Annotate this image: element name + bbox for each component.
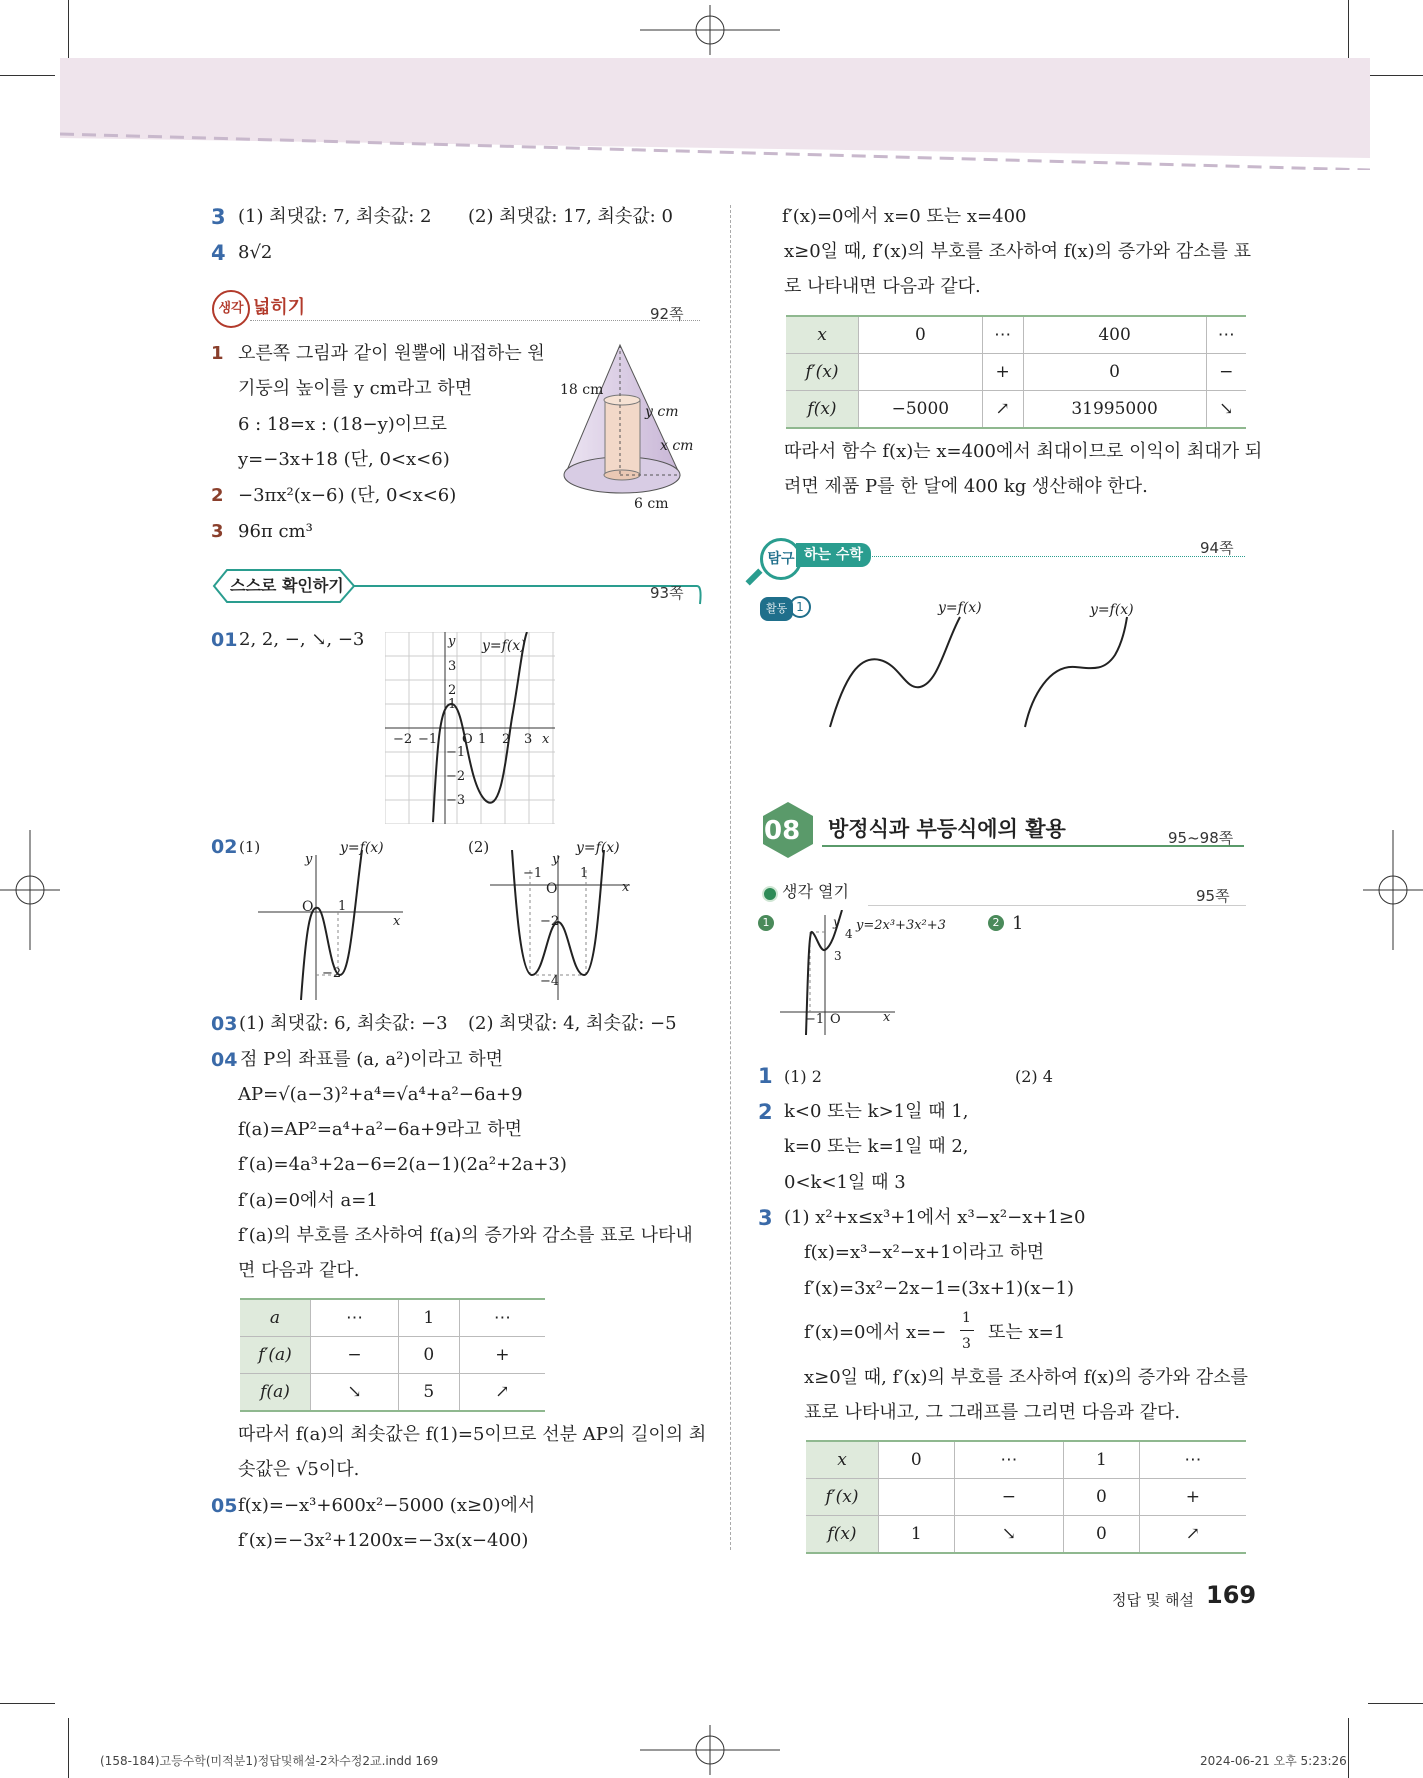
page-ref: 94쪽 bbox=[1200, 539, 1234, 557]
tick-label: 3 bbox=[834, 949, 842, 963]
tick-label: −1 bbox=[418, 732, 438, 747]
tick-label: O bbox=[462, 732, 473, 747]
axis-label: x bbox=[622, 880, 630, 895]
table-cell: f(a) bbox=[240, 1374, 311, 1412]
table-cell: − bbox=[311, 1337, 399, 1374]
axis-label: x bbox=[883, 1010, 891, 1025]
answer-text: (2) 최댓값: 4, 최솟값: −5 bbox=[468, 1013, 677, 1034]
solution-line: 솟값은 √5이다. bbox=[238, 1459, 360, 1480]
table-cell: ⋯ bbox=[459, 1299, 545, 1337]
table-cell: x bbox=[806, 1441, 879, 1479]
question-number: 02 bbox=[211, 836, 238, 858]
section-title: 넓히기 bbox=[253, 297, 306, 318]
cone-label: y cm bbox=[645, 404, 679, 420]
table-cell: ⋯ bbox=[311, 1299, 399, 1337]
section-rule bbox=[870, 556, 1245, 557]
tick-label: 3 bbox=[448, 659, 457, 674]
solution-line: 표로 나타내고, 그 그래프를 그리면 다음과 같다. bbox=[804, 1402, 1181, 1423]
table-cell: ↘ bbox=[311, 1374, 399, 1412]
solution-line: f′(x)=−3x²+1200x=−3x(x−400) bbox=[238, 1530, 529, 1551]
table-cell: −5000 bbox=[859, 391, 983, 429]
solution-line: AP=√(a−3)²+a⁴=√a⁴+a²−6a+9 bbox=[238, 1084, 523, 1105]
table-cell: f′(x) bbox=[786, 354, 859, 391]
solution-line: 오른쪽 그림과 같이 원뿔에 내접하는 원 bbox=[238, 343, 545, 364]
section-title: 스스로 확인하기 bbox=[230, 576, 344, 595]
section-badge: 탐구 bbox=[760, 538, 802, 580]
tick-label: O bbox=[302, 899, 314, 915]
table-cell: x bbox=[786, 316, 859, 354]
tick-label: 2 bbox=[502, 732, 511, 747]
axis-label: x bbox=[393, 914, 401, 929]
answer-text: (1) 최댓값: 7, 최솟값: 2 bbox=[238, 206, 432, 227]
table-cell: ↘ bbox=[954, 1516, 1063, 1554]
registration-mark-icon bbox=[0, 830, 60, 950]
table-cell: − bbox=[1206, 354, 1246, 391]
registration-mark-icon bbox=[640, 1725, 780, 1775]
solution-line: f′(x)=0에서 x=− bbox=[804, 1322, 947, 1343]
sub-label: (2) bbox=[468, 838, 490, 856]
solution-line: 따라서 f(a)의 최솟값은 f(1)=5이므로 선분 AP의 길이의 최 bbox=[238, 1424, 707, 1445]
graph-label: y=f(x) bbox=[938, 600, 982, 616]
table-cell: f(x) bbox=[806, 1516, 879, 1554]
table-cell: ⋯ bbox=[954, 1441, 1063, 1479]
tick-label: 1 bbox=[580, 866, 589, 881]
item-marker: 1 bbox=[758, 915, 774, 931]
question-number: 01 bbox=[211, 629, 238, 651]
solution-line: f′(a)의 부호를 조사하여 f(a)의 증가와 감소를 표로 나타내 bbox=[238, 1225, 693, 1246]
solution-line: 기둥의 높이를 y cm라고 하면 bbox=[238, 378, 473, 399]
tick-label: 4 bbox=[845, 927, 853, 941]
answer-number: 2 bbox=[758, 1100, 773, 1124]
answer-text: (1) 최댓값: 6, 최솟값: −3 bbox=[239, 1013, 448, 1034]
fraction-denominator: 3 bbox=[962, 1336, 971, 1352]
question-number: 05 bbox=[211, 1495, 238, 1517]
table-cell: + bbox=[982, 354, 1023, 391]
answer-text: 1 bbox=[1012, 913, 1024, 934]
activity-badge: 활동 bbox=[760, 597, 793, 621]
table-cell: 1 bbox=[879, 1516, 955, 1554]
table-cell: 0 bbox=[859, 316, 983, 354]
solution-line: f(a)=AP²=a⁴+a²−6a+9라고 하면 bbox=[238, 1119, 522, 1140]
bullet-icon bbox=[762, 886, 778, 902]
solution-line: 6 : 18=x : (18−y)이므로 bbox=[238, 414, 447, 435]
solution-line: 면 다음과 같다. bbox=[238, 1260, 360, 1281]
table-cell: ⋯ bbox=[1139, 1441, 1246, 1479]
table-cell: ⋯ bbox=[1206, 316, 1246, 354]
solution-line: k<0 또는 k>1일 때 1, bbox=[784, 1101, 969, 1122]
section-title: 하는 수학 bbox=[796, 543, 871, 567]
page-number: 169 bbox=[1206, 1581, 1257, 1609]
table-cell: f′(x) bbox=[806, 1479, 879, 1516]
table-cell: 400 bbox=[1023, 316, 1206, 354]
answer-number: 4 bbox=[211, 241, 226, 265]
table-cell: 31995000 bbox=[1023, 391, 1206, 429]
sign-table-q05 bbox=[786, 315, 1246, 429]
file-info: (158-184)고등수학(미적분1)정답및해설-2차수정2교.indd 169 bbox=[100, 1754, 439, 1768]
cone-label: 6 cm bbox=[634, 496, 669, 512]
graph-label: y=f(x) bbox=[340, 840, 384, 856]
page-ref: 93쪽 bbox=[650, 584, 684, 602]
axis-label: y bbox=[552, 852, 560, 867]
table-cell: a bbox=[240, 1299, 311, 1337]
question-number: 04 bbox=[211, 1049, 238, 1071]
axis-label: y bbox=[305, 852, 313, 867]
solution-line: 려면 제품 P를 한 달에 400 kg 생산해야 한다. bbox=[784, 476, 1148, 497]
section-rule bbox=[250, 320, 700, 321]
solution-line: 점 P의 좌표를 (a, a²)이라고 하면 bbox=[240, 1049, 504, 1070]
fraction-numerator: 1 bbox=[962, 1310, 971, 1326]
solution-line: 따라서 함수 f(x)는 x=400에서 최대이므로 이익이 최대가 되 bbox=[784, 441, 1263, 462]
tick-label: −1 bbox=[446, 745, 466, 760]
tick-label: 1 bbox=[338, 899, 347, 914]
page-ref: 95쪽 bbox=[1196, 887, 1230, 905]
table-cell: 5 bbox=[398, 1374, 459, 1412]
tick-label: −4 bbox=[540, 974, 560, 989]
activity-graphs bbox=[820, 615, 1150, 730]
solution-line: f′(a)=4a³+2a−6=2(a−1)(2a²+2a+3) bbox=[238, 1154, 567, 1175]
table-cell bbox=[879, 1479, 955, 1516]
sub-label: (1) bbox=[239, 838, 261, 856]
solution-line: 로 나타내면 다음과 같다. bbox=[784, 276, 981, 297]
graph-label: y=f(x) bbox=[576, 840, 620, 856]
fraction-bar bbox=[960, 1330, 974, 1331]
magnifier-handle-icon bbox=[746, 569, 763, 586]
table-cell: 0 bbox=[1023, 354, 1206, 391]
answer-text: (2) 최댓값: 17, 최솟값: 0 bbox=[468, 206, 673, 227]
registration-mark-icon bbox=[1363, 830, 1423, 950]
solution-line: −3πx²(x−6) (단, 0<x<6) bbox=[238, 485, 457, 506]
solution-line: f(x)=x³−x²−x+1이라고 하면 bbox=[804, 1242, 1045, 1263]
solution-line: y=−3x+18 (단, 0<x<6) bbox=[238, 449, 450, 470]
graph-q02-2 bbox=[490, 850, 635, 1000]
axis-label: y bbox=[833, 915, 840, 929]
tick-label: 2 bbox=[448, 683, 457, 698]
item-marker: 2 bbox=[988, 915, 1004, 931]
cone-label: x cm bbox=[660, 438, 694, 454]
table-cell: 0 bbox=[1064, 1479, 1140, 1516]
solution-line: f(x)=−x³+600x²−5000 (x≥0)에서 bbox=[238, 1495, 536, 1516]
answer-text: 2, 2, −, ↘, −3 bbox=[239, 629, 365, 650]
table-cell: 1 bbox=[398, 1299, 459, 1337]
table-cell: 1 bbox=[1064, 1441, 1140, 1479]
column-divider bbox=[730, 205, 731, 1550]
table-cell: ↗ bbox=[459, 1374, 545, 1412]
print-date: 2024-06-21 오후 5:23:26 bbox=[1200, 1754, 1347, 1768]
tick-label: O bbox=[830, 1012, 841, 1027]
solution-line: 96π cm³ bbox=[238, 521, 313, 542]
tick-label: 1 bbox=[448, 697, 457, 712]
table-cell: + bbox=[1139, 1479, 1246, 1516]
chapter-number: 08 bbox=[764, 816, 801, 846]
cone-figure bbox=[555, 340, 715, 515]
graph-label: y=f(x) bbox=[482, 638, 526, 654]
table-cell bbox=[859, 354, 983, 391]
answer-text: 8√2 bbox=[238, 242, 273, 263]
activity-number: 1 bbox=[789, 596, 811, 618]
solution-line: k=0 또는 k=1일 때 2, bbox=[784, 1136, 969, 1157]
solution-line: f′(x)=3x²−2x−1=(3x+1)(x−1) bbox=[804, 1278, 1075, 1299]
answer-number: 1 bbox=[211, 343, 224, 364]
table-cell: − bbox=[954, 1479, 1063, 1516]
axis-label: y bbox=[448, 634, 456, 649]
tick-label: −2 bbox=[393, 732, 413, 747]
answer-number: 3 bbox=[758, 1206, 773, 1230]
table-cell: + bbox=[459, 1337, 545, 1374]
answer-text: (2) 4 bbox=[1015, 1067, 1053, 1086]
answer-text: (1) 2 bbox=[784, 1067, 822, 1086]
solution-line: (1) x²+x≤x³+1에서 x³−x²−x+1≥0 bbox=[784, 1207, 1086, 1228]
tick-label: 3 bbox=[524, 732, 533, 747]
section-badge: 생각 bbox=[212, 290, 250, 328]
answer-number: 3 bbox=[211, 205, 226, 229]
question-number: 03 bbox=[211, 1013, 238, 1035]
chapter-title: 방정식과 부등식에의 활용 bbox=[828, 817, 1066, 841]
tick-label: O bbox=[546, 881, 558, 897]
tick-label: 1 bbox=[478, 732, 487, 747]
table-cell: ↗ bbox=[1139, 1516, 1246, 1554]
table-cell: 0 bbox=[398, 1337, 459, 1374]
cone-label: 18 cm bbox=[560, 382, 604, 398]
registration-mark-icon bbox=[640, 5, 780, 55]
table-cell: f′(a) bbox=[240, 1337, 311, 1374]
answer-number: 1 bbox=[758, 1064, 773, 1088]
solution-line: x≥0일 때, f′(x)의 부호를 조사하여 f(x)의 증가와 감소를 표 bbox=[784, 241, 1251, 262]
header-dashed-line bbox=[60, 130, 1370, 170]
tick-label: −2 bbox=[446, 769, 466, 784]
solution-line: 0<k<1일 때 3 bbox=[784, 1172, 906, 1193]
graph-label: y=2x³+3x²+3 bbox=[856, 918, 946, 933]
table-cell: f(x) bbox=[786, 391, 859, 429]
tick-label: −1 bbox=[805, 1012, 825, 1027]
solution-line: x≥0일 때, f′(x)의 부호를 조사하여 f(x)의 증가와 감소를 bbox=[804, 1367, 1248, 1388]
page-ref: 92쪽 bbox=[650, 305, 684, 323]
graph-label: y=f(x) bbox=[1090, 602, 1134, 618]
solution-line: f′(x)=0에서 x=0 또는 x=400 bbox=[782, 206, 1027, 227]
page-ref: 95~98쪽 bbox=[1168, 829, 1234, 847]
sign-table-q04 bbox=[240, 1298, 545, 1412]
tick-label: −2 bbox=[540, 914, 560, 929]
tick-label: −1 bbox=[523, 866, 543, 881]
solution-line: f′(a)=0에서 a=1 bbox=[238, 1190, 378, 1211]
tick-label: −3 bbox=[446, 793, 466, 808]
table-cell: 0 bbox=[1064, 1516, 1140, 1554]
solution-line: 또는 x=1 bbox=[988, 1322, 1066, 1343]
answer-number: 2 bbox=[211, 485, 224, 506]
table-cell: ⋯ bbox=[982, 316, 1023, 354]
table-cell: ↘ bbox=[1206, 391, 1246, 429]
table-cell: 0 bbox=[879, 1441, 955, 1479]
axis-label: x bbox=[542, 732, 550, 747]
tick-label: −2 bbox=[322, 966, 342, 981]
subsection-title: 생각 열기 bbox=[782, 882, 849, 901]
footer-label: 정답 및 해설 bbox=[1112, 1591, 1194, 1609]
answer-number: 3 bbox=[211, 521, 224, 542]
table-cell: ↗ bbox=[982, 391, 1023, 429]
subsection-rule bbox=[868, 905, 1246, 906]
sign-table-a3 bbox=[806, 1440, 1246, 1554]
